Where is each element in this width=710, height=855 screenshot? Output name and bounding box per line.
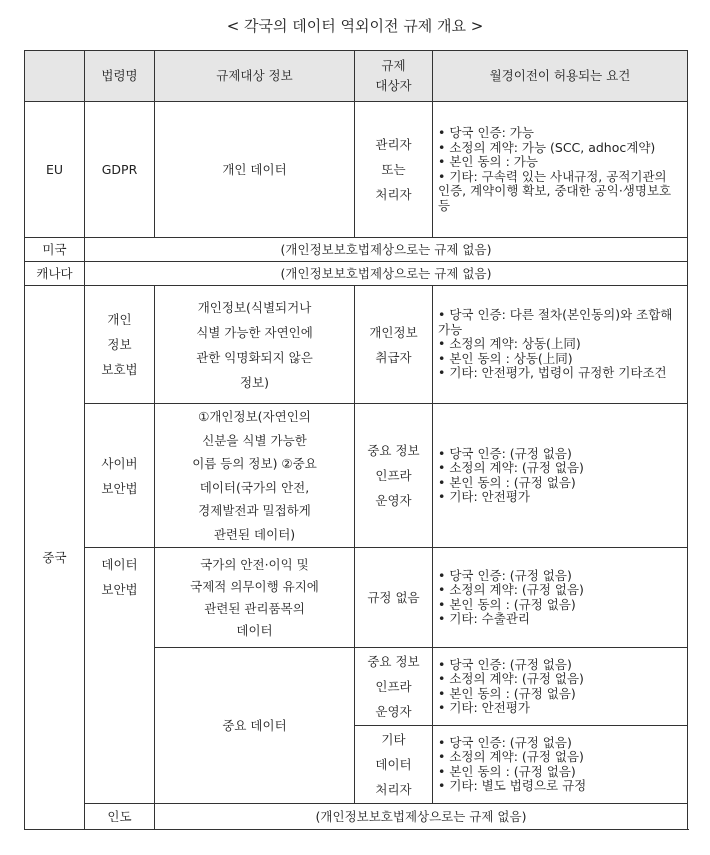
requirement-item: • 본인 동의 : 가능 [438, 154, 538, 169]
info-line: 국제적 의무이행 유지에 [190, 578, 319, 594]
law-line: 데이터 [101, 557, 138, 572]
table-row-china-cyber [25, 404, 688, 548]
law-cell [85, 404, 155, 548]
requirement-cell [433, 648, 688, 726]
law-line: 정보 [107, 337, 132, 352]
requirement-item: • 소정의 계약: (규정 없음) [438, 460, 584, 475]
subject-line: 기타 [381, 732, 406, 747]
info-line: ①개인정보(자연인의 [198, 409, 311, 424]
note-cell: (개인정보보호법제상으로는 규제 없음) [155, 804, 688, 830]
requirement-item: • 소정의 계약: 상동(上同) [438, 336, 581, 352]
info-line: 정보) [239, 374, 270, 390]
header-country [25, 51, 85, 102]
subject-cell [355, 648, 433, 726]
regulation-table [24, 50, 688, 830]
info-line: 개인정보(식별되거나 [197, 299, 312, 315]
requirement-item: • 소정의 계약: (규정 없음) [438, 671, 584, 686]
requirement-cell [433, 404, 688, 548]
subject-cell [355, 404, 433, 548]
requirement-cell [433, 726, 688, 804]
requirement-item: • 기타: 안전평가 [438, 700, 530, 715]
subject-line: 또는 [381, 162, 406, 177]
header-law: 법령명 [85, 51, 155, 102]
info-line: 경제발전과 밀접하게 [198, 503, 311, 518]
info-line: 데이터 [236, 622, 273, 638]
note-cell: (개인정보보호법제상으로는 규제 없음) [85, 238, 688, 262]
requirement-item: • 당국 인증: 다른 절차(본인동의)와 조합해 가능 [438, 307, 673, 337]
header-subject-line: 규제 [381, 58, 406, 73]
subject-line: 중요 정보 [367, 654, 420, 669]
country-cell: 인도 [85, 804, 155, 830]
requirement-item: • 본인 동의 : (규정 없음) [438, 685, 576, 701]
info-line: 데이터(국가의 안전, [199, 479, 310, 495]
requirement-item: • 본인 동의 : 상동(上同) [438, 350, 573, 366]
header-row [25, 51, 688, 102]
requirement-item: • 소정의 계약: (규정 없음) [438, 582, 584, 597]
country-cell: EU [25, 102, 85, 238]
requirement-item: • 본인 동의 : (규정 없음) [438, 763, 576, 779]
info-line: 관한 익명화되지 않은 [196, 349, 313, 365]
subject-cell: 규정 없음 [355, 548, 433, 648]
requirement-item: • 당국 인증: (규정 없음) [438, 445, 572, 461]
table-row-usa [25, 238, 688, 262]
note-cell: (개인정보보호법제상으로는 규제 없음) [85, 262, 688, 286]
subject-line: 운영자 [375, 704, 412, 719]
table-row-eu [25, 102, 688, 238]
info-line: 신분을 식별 가능한 [202, 432, 307, 448]
header-subject [355, 51, 433, 102]
requirement-item: • 기타: 안전평가 [438, 489, 530, 504]
table-row-china-data-1 [25, 548, 688, 648]
table-row-china-pipl [25, 286, 688, 404]
header-requirement: 월경이전이 허용되는 요건 [433, 51, 688, 102]
law-cell [85, 548, 155, 804]
subject-line: 인프라 [375, 679, 412, 694]
law-line: 보안법 [101, 480, 138, 496]
requirement-item: • 본인 동의 : (규정 없음) [438, 596, 576, 612]
subject-line: 인프라 [375, 468, 412, 483]
country-cell: 미국 [25, 238, 85, 262]
subject-line: 취급자 [375, 349, 412, 365]
requirement-item: • 기타: 안전평가, 법령이 규정한 기타조건 [438, 365, 667, 381]
requirement-item: • 본인 동의 : (규정 없음) [438, 474, 576, 490]
info-line: 국가의 안전·이익 및 [200, 556, 309, 572]
info-line: 관련된 관리품목의 [204, 600, 305, 616]
requirement-cell [433, 286, 688, 404]
info-line: 이름 등의 정보) ②중요 [192, 456, 317, 471]
country-cell: 캐나다 [25, 262, 85, 286]
info-line: 관련된 데이터) [213, 526, 296, 542]
subject-line: 데이터 [375, 757, 412, 772]
requirement-item: • 기타: 구속력 있는 사내규정, 공적기관의 인증, 계약이행 확보, 중대한 공익·생명보호 등 [438, 168, 672, 213]
header-subject-line: 대상자 [375, 78, 412, 93]
requirement-item: • 기타: 수출관리 [438, 611, 530, 626]
subject-cell [355, 286, 433, 404]
requirement-item: • 당국 인증: (규정 없음) [438, 567, 572, 583]
requirement-item: • 당국 인증: 가능 [438, 125, 534, 140]
requirement-item: • 기타: 별도 법령으로 규정 [438, 778, 587, 793]
subject-line: 처리자 [375, 187, 412, 202]
law-cell: GDPR [85, 102, 155, 238]
subject-line: 중요 정보 [367, 443, 420, 458]
requirement-item: • 소정의 계약: (규정 없음) [438, 749, 584, 764]
subject-cell [355, 102, 433, 238]
info-cell [155, 548, 355, 648]
subject-line: 개인정보 [369, 324, 418, 340]
header-info: 규제대상 정보 [155, 51, 355, 102]
info-cell: 개인 데이터 [155, 102, 355, 238]
law-line: 보안법 [101, 582, 138, 597]
info-cell [155, 286, 355, 404]
law-line: 보호법 [101, 362, 138, 377]
requirement-cell [433, 548, 688, 648]
subject-line: 관리자 [375, 137, 412, 152]
table-row-canada [25, 262, 688, 286]
subject-line: 처리자 [375, 782, 412, 797]
law-line: 사이버 [101, 455, 138, 471]
requirement-item: • 소정의 계약: 가능 (SCC, adhoc계약) [438, 139, 656, 155]
law-cell [85, 286, 155, 404]
info-cell: 중요 데이터 [155, 648, 355, 804]
law-line: 개인 [107, 312, 132, 327]
requirement-item: • 당국 인증: (규정 없음) [438, 734, 572, 750]
info-cell [155, 404, 355, 548]
subject-cell [355, 726, 433, 804]
country-cell: 중국 [25, 286, 85, 830]
page-title: < 각국의 데이터 역외이전 규제 개요 > [226, 17, 484, 35]
info-line: 식별 가능한 자연인에 [196, 324, 313, 340]
requirement-cell [433, 102, 688, 238]
subject-line: 운영자 [375, 493, 412, 508]
requirement-item: • 당국 인증: (규정 없음) [438, 656, 572, 672]
table-row-india [25, 804, 688, 830]
